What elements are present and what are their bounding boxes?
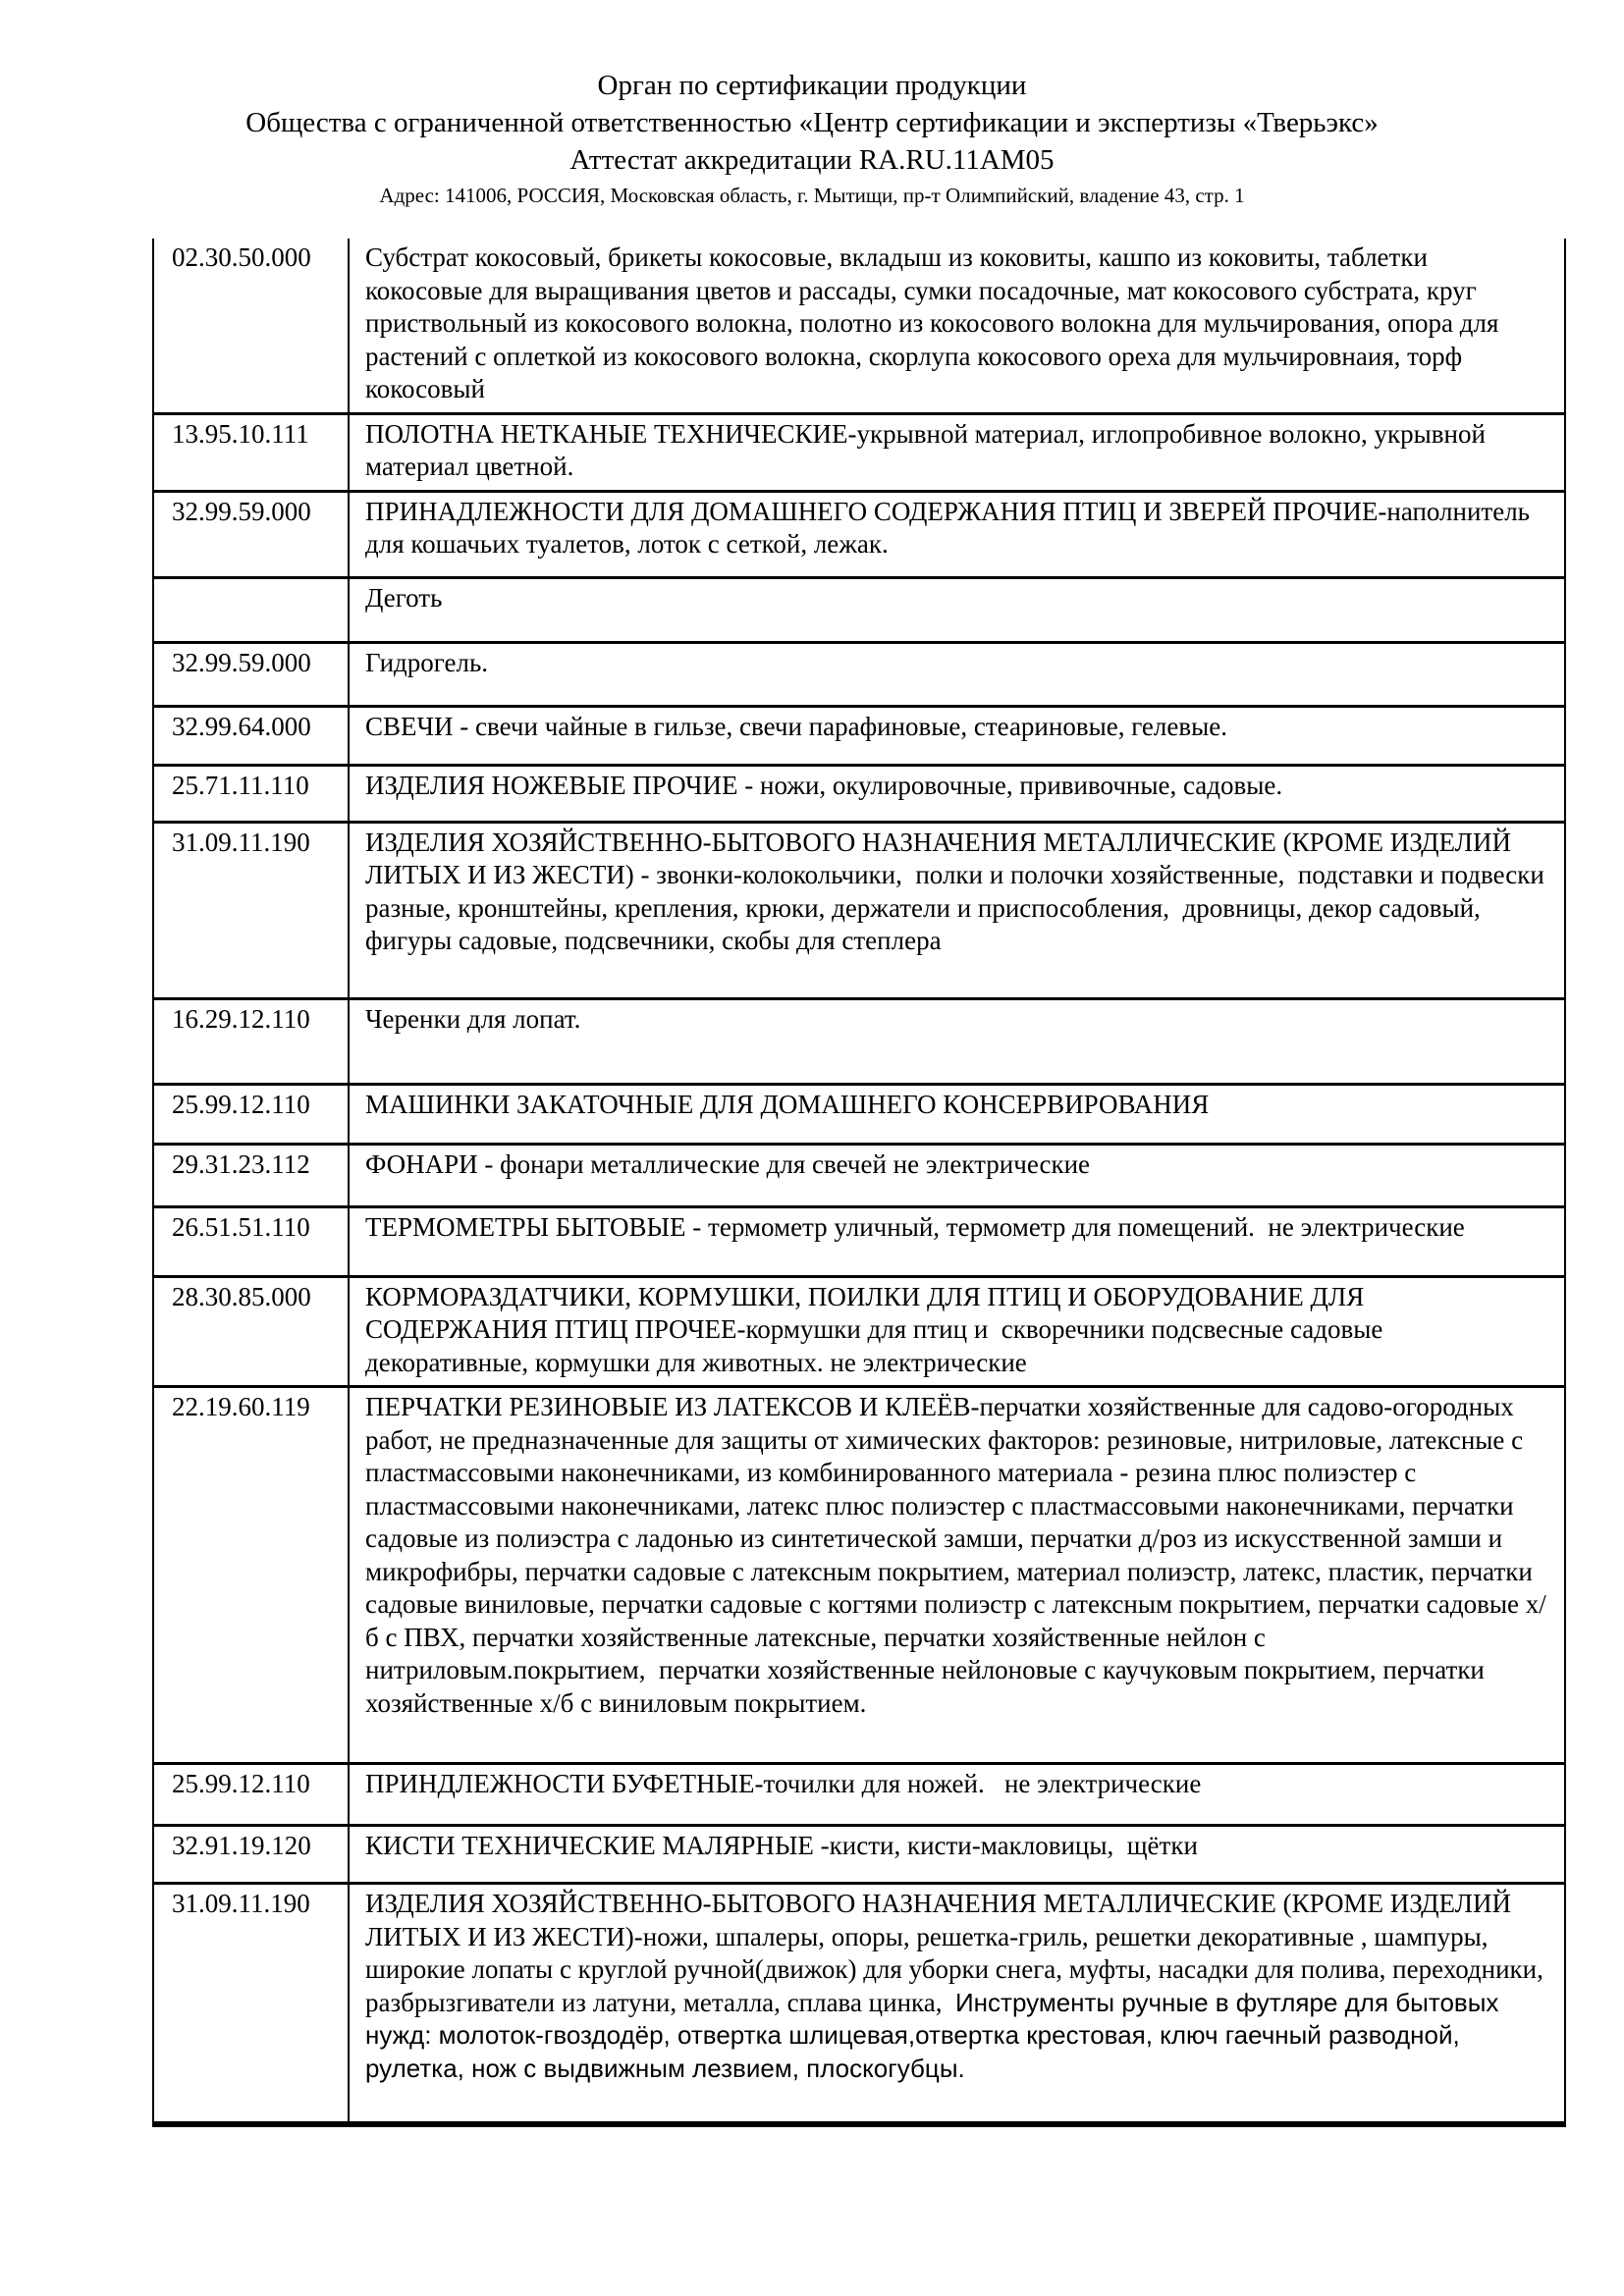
product-description: ПРИНДЛЕЖНОСТИ БУФЕТНЫЕ-точилки для ножей. не электрические (365, 1769, 1202, 1798)
organization-address: Адрес: 141006, РОССИЯ, Московская область, г. Мытищи, пр-т Олимпийский, владение 43, стр. 1 (379, 184, 1245, 207)
product-code: 25.99.12.110 (154, 1086, 350, 1143)
organization-name: Общества с ограниченной ответственностью «Центр сертификации и экспертизы «Тверьэкс» (245, 107, 1379, 138)
product-description: КОРМОРАЗДАТЧИКИ, КОРМУШКИ, ПОИЛКИ ДЛЯ ПТИЦ И ОБОРУДОВАНИЕ ДЛЯ СОДЕРЖАНИЯ ПТИЦ ПРОЧЕЕ-кормушки для птиц и скворечники подсвесные садовые декоративные, кормушки для животных. не электрические (365, 1281, 1390, 1377)
product-description: ИЗДЕЛИЯ НОЖЕВЫЕ ПРОЧИЕ - ножи, окулировочные, прививочные, садовые. (365, 770, 1283, 800)
product-description: Черенки для лопат. (365, 1003, 581, 1034)
product-description: ИЗДЕЛИЯ ХОЗЯЙСТВЕННО-БЫТОВОГО НАЗНАЧЕНИЯ МЕТАЛЛИЧЕСКИЕ (КРОМЕ ИЗДЕЛИЙ ЛИТЫХ И ИЗ ЖЕСТИ) - звонки-колокольчики, полки и полочки хозяйственные, подставки и подвески разные, кронштейны, крепления, крюки, держатели и приспособления, дровницы, декор садовый, фигуры садовые, подсвечники, скобы для степлера (365, 827, 1551, 955)
product-description: ФОНАРИ - фонари металлические для свечей не электрические (365, 1148, 1091, 1179)
table-row (154, 1388, 1564, 1765)
product-code: 29.31.23.112 (154, 1146, 350, 1205)
product-code: 25.99.12.110 (154, 1765, 350, 1824)
product-code: 25.71.11.110 (154, 767, 350, 821)
product-description: ТЕРМОМЕТРЫ БЫТОВЫЕ - термометр уличный, термометр для помещений. не электрические (365, 1211, 1465, 1242)
product-code: 02.30.50.000 (154, 239, 350, 412)
table-row (154, 1208, 1564, 1278)
accreditation-certificate: Аттестат аккредитации RA.RU.11АМ05 (569, 144, 1055, 176)
table-row (154, 1086, 1564, 1146)
products-table (152, 239, 1566, 2127)
product-description: Гидрогель. (365, 647, 489, 677)
product-description-sans-part: Инструменты ручные в футляре для бытовых нужд: молоток-гвоздодёр, отвертка шлицевая,отвертка крестовая, ключ гаечный разводной, рулетка, нож с выдвижным лезвием, плоскогубцы. (365, 1987, 1506, 2083)
product-code: 32.99.59.000 (154, 493, 350, 576)
product-description: ПРИНАДЛЕЖНОСТИ ДЛЯ ДОМАШНЕГО СОДЕРЖАНИЯ ПТИЦ И ЗВЕРЕЙ ПРОЧИЕ-наполнитель для кошачьих туалетов, лоток с сеткой, лежак. (365, 496, 1537, 559)
product-code (154, 579, 350, 641)
table-row (154, 644, 1564, 708)
product-description: Субстрат кокосовый, брикеты кокосовые, вкладыш из коковиты, кашпо из коковиты, таблетки кокосовые для выращивания цветов и рассады, сумки посадочные, мат кокосового субстрата, круг приствольный из кокосового волокна, полотно из кокосового волокна для мульчирования, опора для растений с оплеткой из кокосового волокна, скорлупа кокосового ореха для мульчировнаия, торф кокосовый (365, 242, 1506, 403)
product-description: КИСТИ ТЕХНИЧЕСКИЕ МАЛЯРНЫЕ -кисти, кисти-макловицы, щётки (365, 1831, 1198, 1860)
product-code: 31.09.11.190 (154, 1885, 350, 2121)
product-code: 22.19.60.119 (154, 1388, 350, 1762)
product-description: Деготь (365, 582, 443, 613)
table-row (154, 1765, 1564, 1827)
product-code: 31.09.11.190 (154, 824, 350, 997)
table-row (154, 493, 1564, 579)
product-description (350, 1885, 1564, 2121)
product-description: ПЕРЧАТКИ РЕЗИНОВЫЕ ИЗ ЛАТЕКСОВ И КЛЕЁВ-перчатки хозяйственные для садово-огородных работ, не предназначенные для защиты от химических факторов: резиновые, нитриловые, латексные с пластмассовыми наконечниками, из комбинированного материала - резина плюс полиэстер с пластмассовыми наконечниками, латекс плюс полиэстер с пластмассовыми наконечниками, перчатки садовые из полиэстра с ладонью из синтетической замши, перчатки д/роз из искусственной замши и микрофибры, перчатки садовые с латексным покрытием, материал полиэстр, латекс, пластик, перчатки садовые виниловые, перчатки садовые с когтями полиэстр с латексным покрытием, перчатки садовые х/б с ПВХ, перчатки хозяйственные латексные, перчатки хозяйственные нейлон с нитриловым.покрытием, перчатки хозяйственные нейлоновые с каучуковым покрытием, перчатки хозяйственные х/б с виниловым покрытием. (365, 1392, 1546, 1718)
table-row (154, 239, 1564, 415)
product-description: СВЕЧИ - свечи чайные в гильзе, свечи парафиновые, стеариновые, гелевые. (365, 711, 1227, 741)
table-row (154, 579, 1564, 644)
table-row (154, 1000, 1564, 1086)
product-code: 16.29.12.110 (154, 1000, 350, 1083)
table-row (154, 1146, 1564, 1208)
table-row (154, 415, 1564, 493)
table-row (154, 824, 1564, 1000)
table-row (154, 1278, 1564, 1389)
table-row (154, 767, 1564, 824)
product-code: 32.99.59.000 (154, 644, 350, 705)
table-row (154, 1827, 1564, 1885)
product-description: ПОЛОТНА НЕТКАНЫЕ ТЕХНИЧЕСКИЕ-укрывной материал, иглопробивное волокно, укрывной материал цветной. (365, 418, 1492, 481)
product-code: 26.51.51.110 (154, 1208, 350, 1275)
table-row (154, 708, 1564, 767)
product-code: 32.99.64.000 (154, 708, 350, 764)
document-header (0, 67, 1624, 210)
table-row (154, 1885, 1564, 2121)
product-code: 13.95.10.111 (154, 415, 350, 490)
product-description: МАШИНКИ ЗАКАТОЧНЫЕ ДЛЯ ДОМАШНЕГО КОНСЕРВИРОВАНИЯ (365, 1089, 1210, 1119)
certification-body-title: Орган по сертификации продукции (597, 70, 1027, 101)
product-code: 32.91.19.120 (154, 1827, 350, 1882)
product-description-serif-part: ИЗДЕЛИЯ ХОЗЯЙСТВЕННО-БЫТОВОГО НАЗНАЧЕНИЯ МЕТАЛЛИЧЕСКИЕ (КРОМЕ ИЗДЕЛИЙ ЛИТЫХ И ИЗ ЖЕСТИ)-ножи, шпалеры, опоры, решетка-гриль, решетки декоративные , шампуры, широкие лопаты с круглой ручной(движок) для уборки снега, муфты, насадки для полива, переходники, разбрызгиватели из латуни, металла, сплава цинка, (365, 1889, 1550, 2017)
product-code: 28.30.85.000 (154, 1278, 350, 1386)
